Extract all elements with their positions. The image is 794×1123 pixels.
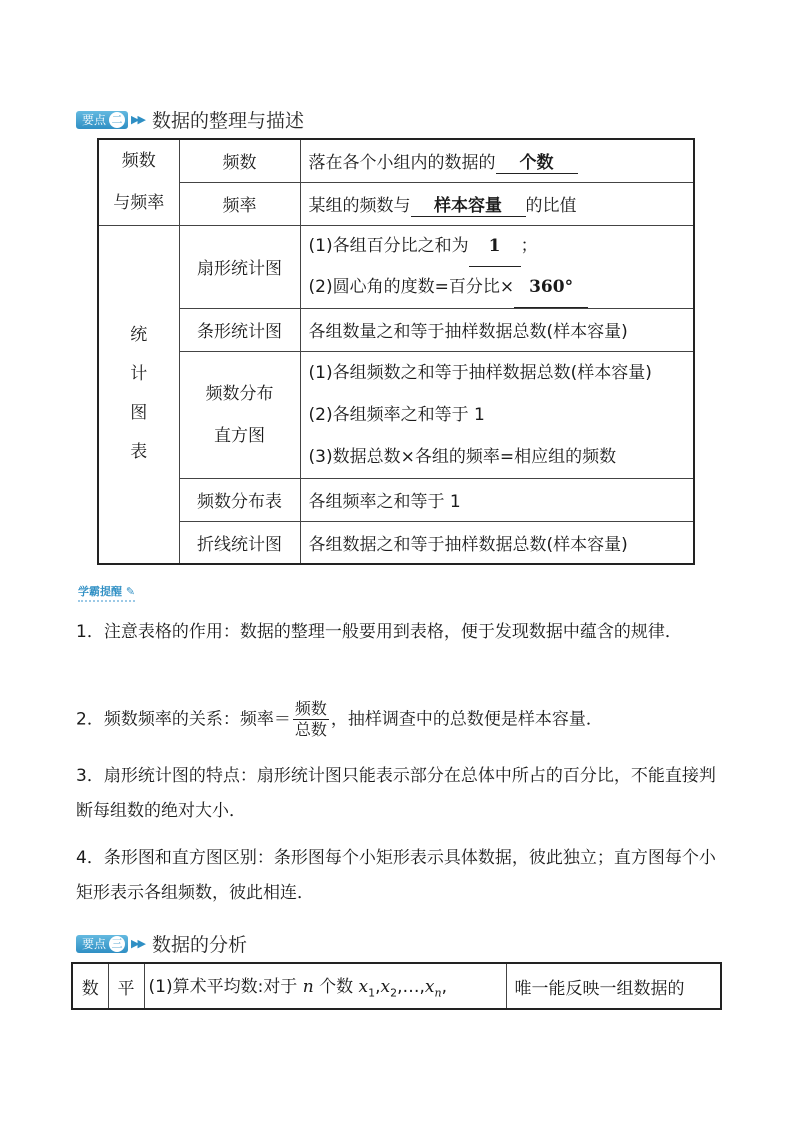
- answer-blank: 样本容量: [411, 191, 526, 217]
- group-label-char: 图: [130, 403, 148, 424]
- note-2: [76, 699, 726, 740]
- section-header-2: [76, 106, 304, 133]
- term-cell: 频数分布表: [179, 478, 300, 521]
- definition-text: 落在各个小组内的数据的: [308, 152, 496, 173]
- definition-cell: [300, 225, 694, 308]
- badge-label: 要点: [82, 113, 107, 127]
- term-text: 直方图: [214, 425, 265, 446]
- separator: ,…,: [397, 977, 425, 998]
- definition-cell: [300, 351, 694, 478]
- table-row: [72, 963, 721, 1009]
- table-cell: [144, 963, 506, 1009]
- group-label-char: 统: [130, 325, 148, 346]
- table-row: [98, 225, 694, 308]
- data-analysis-table: [71, 962, 722, 1010]
- note-1: 1．注意表格的作用：数据的整理一般要用到表格，便于发现数据中蕴含的规律．: [76, 622, 682, 642]
- double-arrow-icon: ▶▶: [131, 113, 144, 126]
- fraction: [293, 699, 329, 740]
- definition-line: (2)各组频率之和等于 1: [308, 404, 485, 425]
- group-label-char: 表: [130, 442, 148, 463]
- subscript: 1: [368, 986, 376, 1000]
- section-header-3: [76, 930, 247, 957]
- table-cell: 数: [72, 963, 108, 1009]
- term-cell: [179, 351, 300, 478]
- definition-cell: [300, 139, 694, 182]
- definition-text: (2)圆心角的度数=百分比×: [308, 276, 515, 297]
- subscript: 2: [390, 986, 398, 1000]
- note-4: 4．条形图和直方图区别：条形图每个小矩形表示具体数据，彼此独立；直方图每个小矩形表示各组频数，彼此相连．: [76, 848, 716, 903]
- table-row: [98, 351, 694, 478]
- note-text: ，抽样调查中的总数便是样本容量．: [330, 709, 603, 730]
- fraction-denominator: 总数: [294, 720, 327, 739]
- definition-line: (1)各组频数之和等于抽样数据总数(样本容量): [308, 362, 652, 383]
- table-row: [98, 182, 694, 225]
- term-cell: 频率: [179, 182, 300, 225]
- variable-n: n: [302, 977, 314, 998]
- key-point-badge: [76, 111, 128, 129]
- definition-line: [309, 226, 694, 267]
- badge-number: 二: [109, 112, 125, 128]
- term-text: 频数分布: [205, 383, 274, 404]
- table-row: [98, 521, 694, 564]
- tip-label: [78, 583, 135, 602]
- note-text: 2．频数频率的关系：频率＝: [76, 709, 291, 730]
- cell-text: (1)算术平均数:对于: [148, 977, 298, 998]
- note-3: 3．扇形统计图的特点：扇形统计图只能表示部分在总体中所占的百分比，不能直接判断每组数的绝对大小．: [76, 766, 716, 821]
- subscript: n: [434, 986, 442, 1000]
- section-title: 数据的分析: [151, 934, 247, 956]
- definition-cell: 各组数量之和等于抽样数据总数(样本容量): [300, 308, 694, 351]
- answer-blank: 个数: [496, 148, 578, 174]
- variable-x: x: [424, 977, 435, 998]
- definition-text: (1)各组百分比之和为: [308, 235, 469, 256]
- term-cell: 扇形统计图: [179, 225, 300, 308]
- group-label: 频数: [121, 151, 156, 172]
- term-cell: 条形统计图: [179, 308, 300, 351]
- answer-blank: 1: [469, 226, 521, 267]
- variable-x: x: [380, 977, 391, 998]
- definition-text: ；: [520, 235, 538, 256]
- separator: ,: [375, 977, 381, 998]
- cell-text: 个数: [319, 977, 354, 998]
- term-cell: 折线统计图: [179, 521, 300, 564]
- pencil-icon: ✎: [122, 585, 136, 598]
- frequency-group-cell: [98, 139, 179, 225]
- definition-cell: 各组频率之和等于 1: [300, 478, 694, 521]
- definition-line: (3)数据总数×各组的频率=相应组的频数: [308, 446, 617, 467]
- variable-x: x: [358, 977, 369, 998]
- tip-label-text: 学霸提醒: [78, 585, 122, 598]
- term-cell: 频数: [179, 139, 300, 182]
- badge-label: 要点: [82, 937, 107, 951]
- charts-group-cell: [98, 225, 179, 564]
- definition-line: [309, 267, 694, 308]
- fraction-numerator: 频数: [294, 699, 327, 718]
- answer-blank: 360°: [514, 267, 588, 308]
- key-point-badge: [76, 935, 128, 953]
- table-row: [98, 308, 694, 351]
- definition-text: 某组的频数与: [308, 195, 411, 216]
- statistics-summary-table: [97, 138, 695, 565]
- group-label-char: 计: [130, 364, 148, 385]
- badge-number: 三: [109, 936, 125, 952]
- section-title: 数据的整理与描述: [151, 110, 304, 132]
- table-cell: 唯一能反映一组数据的: [506, 963, 721, 1009]
- table-cell: 平: [108, 963, 144, 1009]
- group-label: 与频率: [113, 193, 165, 214]
- table-row: [98, 478, 694, 521]
- double-arrow-icon: ▶▶: [131, 937, 144, 950]
- table-row: [98, 139, 694, 182]
- definition-cell: [300, 182, 694, 225]
- separator: ,: [441, 977, 447, 998]
- definition-text: 的比值: [525, 195, 577, 216]
- definition-cell: 各组数据之和等于抽样数据总数(样本容量): [300, 521, 694, 564]
